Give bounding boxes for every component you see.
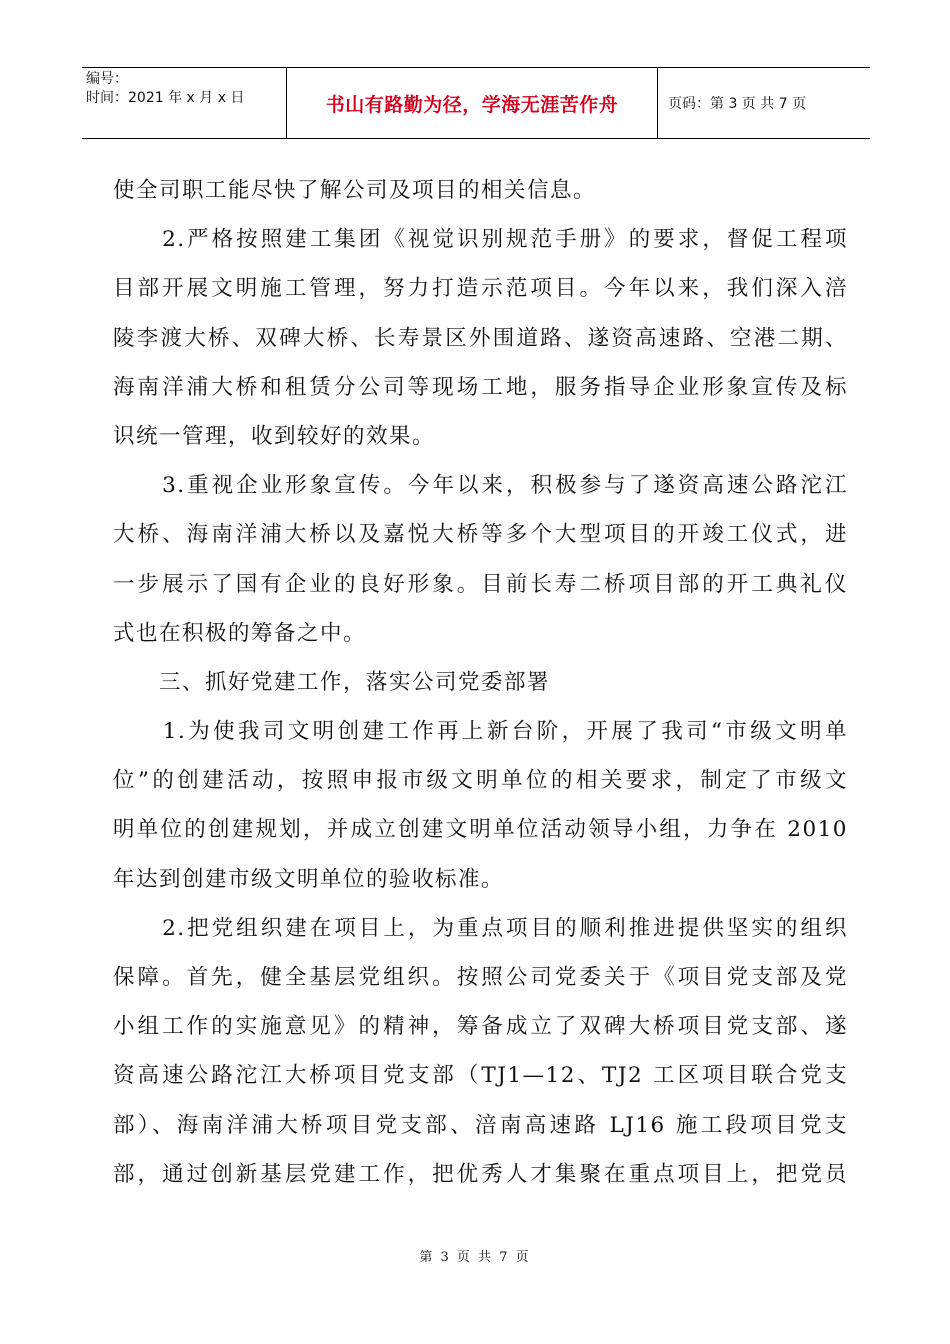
text-line: 一步展示了国有企业的良好形象。目前长寿二桥项目部的开工典礼仪 <box>113 571 848 597</box>
text-line: 识统一管理，收到较好的效果。 <box>113 423 436 449</box>
text-line: 部，通过创新基层党建工作，把优秀人才集聚在重点项目上，把党员 <box>113 1161 848 1187</box>
page-footer: 第 3 页 共 7 页 <box>419 1250 531 1265</box>
text-line: 小组工作的实施意见》的精神，筹备成立了双碑大桥项目党支部、遂 <box>113 1014 848 1040</box>
text-line: 年达到创建市级文明单位的验收标准。 <box>113 866 505 892</box>
section-heading: 三、抓好党建工作，落实公司党委部署 <box>113 669 551 695</box>
text-line: 目部开展文明施工管理，努力打造示范项目。今年以来，我们深入涪 <box>113 276 848 302</box>
text-line: 使全司职工能尽快了解公司及项目的相关信息。 <box>113 178 597 203</box>
text-line: 2.严格按照建工集团《视觉识别规范手册》的要求，督促工程项 <box>113 227 848 253</box>
text-line: 陵李渡大桥、双碑大桥、长寿景区外围道路、遂资高速路、空港二期、 <box>113 325 848 351</box>
text-line: 大桥、海南洋浦大桥以及嘉悦大桥等多个大型项目的开竣工仪式，进 <box>113 522 848 548</box>
text-line: 位”的创建活动，按照申报市级文明单位的相关要求，制定了市级文 <box>113 768 848 794</box>
text-line: 1.为使我司文明创建工作再上新台阶，开展了我司“市级文明单 <box>113 719 848 745</box>
text-line: 保障。首先，健全基层党组织。按照公司党委关于《项目党支部及党 <box>113 965 848 990</box>
motto: 书山有路勤为径，学海无涯苦作舟 <box>287 68 658 138</box>
body-text <box>113 166 848 1199</box>
header-meta <box>82 68 287 138</box>
document-header <box>82 67 870 139</box>
text-line: 3.重视企业形象宣传。今年以来，积极参与了遂资高速公路沱江 <box>113 473 848 499</box>
time-label: 时间：2021 年 x 月 x 日 <box>86 90 245 106</box>
text-line: 部）、海南洋浦大桥项目党支部、涪南高速路 LJ16 施工段项目党支 <box>113 1112 848 1138</box>
page-info: 页码：第 3 页 共 7 页 <box>668 96 807 112</box>
number-label: 编号： <box>86 71 128 87</box>
text-line: 明单位的创建规划，并成立创建文明单位活动领导小组，力争在 2010 <box>113 817 848 843</box>
text-line: 海南洋浦大桥和租赁分公司等现场工地，服务指导企业形象宣传及标 <box>113 374 848 400</box>
text-line: 2.把党组织建在项目上，为重点项目的顺利推进提供坚实的组织 <box>113 915 848 941</box>
text-line: 资高速公路沱江大桥项目党支部（TJ1—12、TJ2 工区项目联合党支 <box>113 1063 848 1089</box>
text-line: 式也在积极的筹备之中。 <box>113 620 367 646</box>
